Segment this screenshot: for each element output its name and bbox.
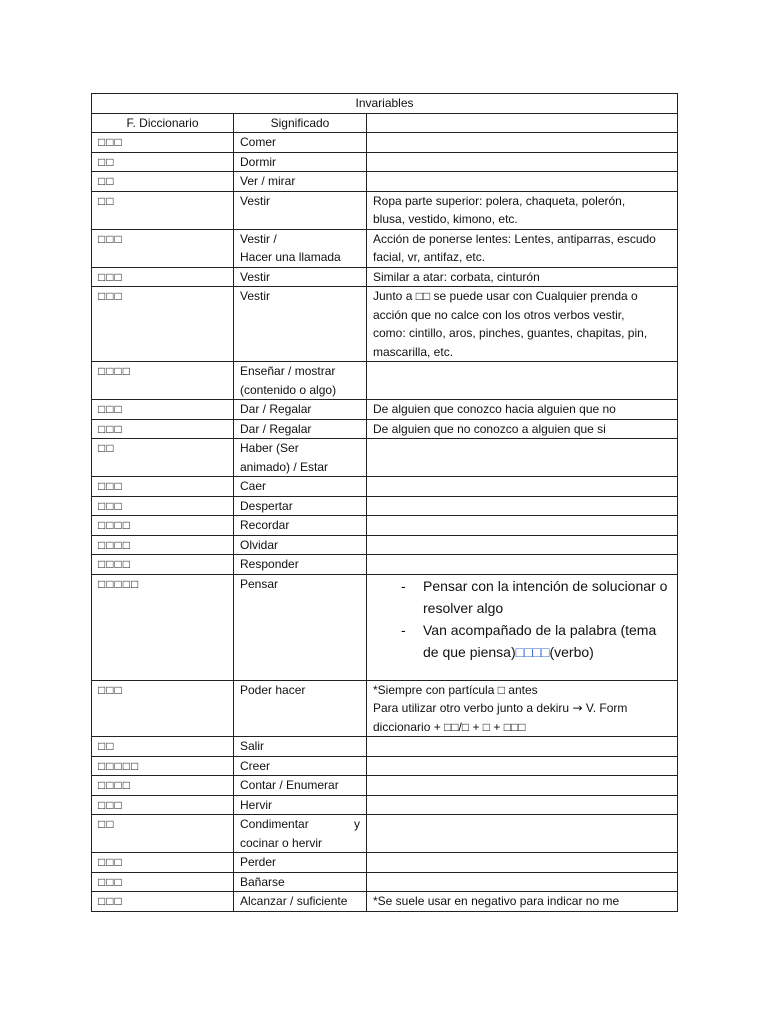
notes-cell <box>367 287 678 362</box>
notes-cell <box>367 152 678 172</box>
notes-cell <box>367 439 678 477</box>
note-line: De alguien que no conozco a alguien que si <box>373 421 606 436</box>
meaning-line: Vestir <box>240 193 271 208</box>
notes-cell <box>367 496 678 516</box>
table-row <box>92 439 678 477</box>
meaning-cell <box>234 400 367 420</box>
meaning-cell <box>234 439 367 477</box>
table-row <box>92 795 678 815</box>
dictionary-form-cell: □□□ <box>92 419 234 439</box>
meaning-cell <box>234 496 367 516</box>
meaning-line: Vestir <box>240 289 271 303</box>
notes-cell <box>367 680 678 737</box>
meaning-cell <box>234 872 367 892</box>
note-line: Similar a atar: corbata, cinturón <box>373 269 540 284</box>
dictionary-form-cell: □□ <box>92 439 234 477</box>
list-item <box>401 619 671 663</box>
table-row <box>92 815 678 853</box>
meaning-line: Enseñar / mostrar <box>240 364 336 378</box>
meaning-line: Dar / Regalar <box>240 402 312 416</box>
table-row <box>92 362 678 400</box>
meaning-line: Hervir <box>240 797 272 812</box>
table-body-bottom <box>92 737 678 912</box>
meaning-line: Comer <box>240 135 277 149</box>
dictionary-form-cell: □□ <box>92 737 234 757</box>
meaning-cell <box>234 516 367 536</box>
note-line: *Siempre con partícula □ antes <box>373 682 538 697</box>
meaning-cell <box>234 229 367 267</box>
dictionary-form-cell: □□ <box>92 152 234 172</box>
meaning-line: Dar / Regalar <box>240 421 312 436</box>
dictionary-form-cell: □□□ <box>92 680 234 737</box>
table-title-row <box>92 94 678 114</box>
dictionary-form-cell: □□□ <box>92 795 234 815</box>
meaning-cell <box>234 477 367 497</box>
table-row <box>92 776 678 796</box>
dictionary-form-cell: □□□□ <box>92 535 234 555</box>
dictionary-form-cell: □□□□ <box>92 362 234 400</box>
notes-cell <box>367 853 678 873</box>
notes-cell <box>367 172 678 192</box>
notes-cell <box>367 516 678 536</box>
dictionary-form-cell: □□□□ <box>92 555 234 575</box>
table-row <box>92 535 678 555</box>
table-row <box>92 555 678 575</box>
notes-cell <box>367 737 678 757</box>
dictionary-form-cell: □□□□□ <box>92 756 234 776</box>
dictionary-form-cell: □□□ <box>92 853 234 873</box>
note-text: Para utilizar otro verbo junto a dekiru <box>373 701 570 715</box>
note-line: De alguien que conozco hacia alguien que no <box>373 402 616 416</box>
note-line: mascarilla, etc. <box>373 344 454 359</box>
meaning-line: Ver / mirar <box>240 174 296 188</box>
bullet-text: Van acompañado de la palabra (tema de que piensa) <box>423 621 657 660</box>
table-row <box>92 152 678 172</box>
table-row <box>92 680 678 737</box>
meaning-line: Condimentar y <box>240 817 360 831</box>
table-row <box>92 229 678 267</box>
note-line: Junto a □□ se puede usar con Cualquier prenda o <box>373 289 638 303</box>
meaning-line: Vestir / <box>240 231 277 246</box>
meaning-cell <box>234 756 367 776</box>
dictionary-form-cell: □□□ <box>92 287 234 362</box>
table-row <box>92 172 678 192</box>
notes-cell <box>367 535 678 555</box>
notes-cell <box>367 756 678 776</box>
notes-cell <box>367 795 678 815</box>
dictionary-form-cell: □□□□ <box>92 516 234 536</box>
note-line: diccionario + □□/□ + □ + □□□ <box>373 719 526 734</box>
meaning-cell <box>234 892 367 912</box>
verb-table <box>91 93 678 912</box>
meaning-line: Alcanzar / suficiente <box>240 894 348 908</box>
meaning-cell <box>234 535 367 555</box>
arrow-right-icon: → <box>572 701 583 715</box>
note-line: Ropa parte superior: polera, chaqueta, polerón, <box>373 193 626 208</box>
table-row <box>92 496 678 516</box>
note-line: Acción de ponerse lentes: Lentes, antiparras, escudo <box>373 231 656 246</box>
table-row <box>92 419 678 439</box>
table-row <box>92 853 678 873</box>
meaning-cell: Poder hacer <box>234 680 367 737</box>
notes-cell <box>367 229 678 267</box>
meaning-cell <box>234 133 367 153</box>
meaning-line: Responder <box>240 557 299 571</box>
table-row <box>92 287 678 362</box>
table-header-row <box>92 113 678 133</box>
table-row <box>92 400 678 420</box>
meaning-line: Creer <box>240 758 271 773</box>
note-text-suffix: V. Form <box>585 701 628 715</box>
meaning-cell <box>234 172 367 192</box>
dictionary-form-cell: □□□ <box>92 267 234 287</box>
meaning-cell <box>234 419 367 439</box>
highlight-text: □□□□ <box>515 643 550 660</box>
dictionary-form-cell: □□□ <box>92 400 234 420</box>
meaning-cell <box>234 737 367 757</box>
notes-cell <box>367 191 678 229</box>
meaning-line: animado) / Estar <box>240 459 329 474</box>
meaning-cell <box>234 815 367 853</box>
dictionary-form-cell: □□□ <box>92 133 234 153</box>
meaning-line: Vestir <box>240 269 271 284</box>
header-meaning: Significado <box>234 113 367 133</box>
dictionary-form-cell: □□ <box>92 172 234 192</box>
meaning-line: Caer <box>240 479 267 493</box>
table-row <box>92 267 678 287</box>
table-body-pensar <box>92 574 678 737</box>
table-row <box>92 191 678 229</box>
notes-cell <box>367 574 678 680</box>
meaning-line: Dormir <box>240 154 276 169</box>
dictionary-form-cell: □□□ <box>92 477 234 497</box>
meaning-cell <box>234 152 367 172</box>
notes-bullet-list <box>373 575 671 663</box>
note-line: acción que no calce con los otros verbos vestir, <box>373 307 625 322</box>
notes-cell <box>367 555 678 575</box>
meaning-line: Recordar <box>240 518 290 532</box>
table-row <box>92 516 678 536</box>
note-line: como: cintillo, aros, pinches, guantes, chapitas, pin, <box>373 326 648 340</box>
notes-cell <box>367 362 678 400</box>
table-row <box>92 756 678 776</box>
meaning-line: Bañarse <box>240 874 285 889</box>
notes-cell <box>367 477 678 497</box>
dictionary-form-cell: □□ <box>92 191 234 229</box>
dictionary-form-cell: □□□ <box>92 892 234 912</box>
meaning-line: Contar / Enumerar <box>240 778 339 792</box>
table-title: Invariables <box>92 94 678 114</box>
table-row <box>92 872 678 892</box>
notes-cell <box>367 776 678 796</box>
dictionary-form-cell: □□□ <box>92 496 234 516</box>
meaning-cell <box>234 287 367 362</box>
table-row <box>92 892 678 912</box>
header-dictionary-form: F. Diccionario <box>92 113 234 133</box>
meaning-line: Hacer una llamada <box>240 250 341 264</box>
dictionary-form-cell: □□□□ <box>92 776 234 796</box>
header-notes <box>367 113 678 133</box>
table-row <box>92 133 678 153</box>
table-row <box>92 737 678 757</box>
meaning-cell <box>234 555 367 575</box>
note-line <box>373 699 671 718</box>
dictionary-form-cell: □□□ <box>92 872 234 892</box>
meaning-cell <box>234 362 367 400</box>
meaning-cell <box>234 267 367 287</box>
meaning-cell <box>234 776 367 796</box>
notes-cell <box>367 892 678 912</box>
meaning-line: Salir <box>240 739 265 753</box>
meaning-line: Perder <box>240 855 277 869</box>
note-line: blusa, vestido, kimono, etc. <box>373 212 518 226</box>
notes-cell <box>367 133 678 153</box>
notes-cell <box>367 815 678 853</box>
bullet-text-suffix: (verbo) <box>549 643 594 660</box>
note-line: *Se suele usar en negativo para indicar no me <box>373 894 620 908</box>
notes-cell <box>367 400 678 420</box>
meaning-cell <box>234 191 367 229</box>
dictionary-form-cell: □□□ <box>92 229 234 267</box>
table-row <box>92 574 678 680</box>
table-body-top <box>92 133 678 575</box>
notes-cell <box>367 419 678 439</box>
meaning-line: Despertar <box>240 498 293 513</box>
meaning-line: (contenido o algo) <box>240 382 337 397</box>
dictionary-form-cell: □□□□□ <box>92 574 234 680</box>
table-row <box>92 477 678 497</box>
meaning-cell: Pensar <box>234 574 367 680</box>
meaning-line: Haber (Ser <box>240 441 299 455</box>
dictionary-form-cell: □□ <box>92 815 234 853</box>
meaning-cell <box>234 795 367 815</box>
document-page <box>91 93 677 912</box>
notes-cell <box>367 872 678 892</box>
meaning-line: Olvidar <box>240 537 279 552</box>
note-line: facial, vr, antifaz, etc. <box>373 250 486 264</box>
meaning-cell <box>234 853 367 873</box>
notes-cell <box>367 267 678 287</box>
meaning-line: cocinar o hervir <box>240 835 323 850</box>
list-item: - Pensar con la intención de solucionar o resolver algo <box>401 575 671 619</box>
